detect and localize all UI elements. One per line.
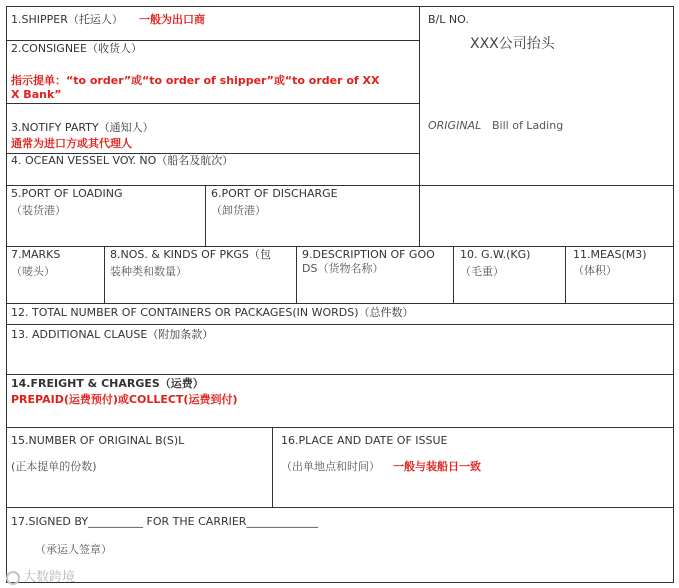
- meas-label: 11.MEAS(M3): [573, 248, 647, 261]
- watermark: [6, 566, 75, 585]
- port-loading-label: 5.PORT OF LOADING: [11, 187, 123, 200]
- original-bs-label: 15.NUMBER OF ORIGINAL B(S)L: [11, 434, 185, 447]
- total-label: 12. TOTAL NUMBER OF CONTAINERS OR PACKAGES(IN WORDS)（总件数）: [11, 306, 414, 319]
- meas-cn: （体积）: [573, 264, 617, 277]
- issue-label: 16.PLACE AND DATE OF ISSUE: [281, 434, 448, 447]
- consignee-note-line1: 指示提单：“to order”或“to order of shipper”或“to order of XX: [11, 74, 380, 87]
- issue-note: 一般与装船日一致: [393, 460, 481, 473]
- gw-label: 10. G.W.(KG): [460, 248, 531, 261]
- freight-label: 14.FREIGHT & CHARGES（运费）: [11, 377, 204, 390]
- port-discharge-cn: （卸货港）: [211, 204, 266, 217]
- bl-cell: [419, 6, 674, 186]
- description-line2: DS（货物名称）: [302, 262, 384, 275]
- marks-cn: （唛头）: [11, 265, 55, 278]
- notify-label: 3.NOTIFY PARTY（通知人）: [11, 121, 154, 134]
- signed-cn: （承运人签章）: [35, 543, 112, 556]
- vessel-label: 4. OCEAN VESSEL VOY. NO（船名及航次）: [11, 154, 234, 167]
- gw-cn: （毛重）: [460, 265, 504, 278]
- watermark-text: 大数跨境: [23, 570, 76, 585]
- marks-label: 7.MARKS: [11, 248, 61, 261]
- clause-label: 13. ADDITIONAL CLAUSE（附加条款）: [11, 328, 214, 341]
- description-line1: 9.DESCRIPTION OF GOO: [302, 248, 435, 261]
- port-right-blank-cell: [419, 185, 674, 247]
- nos-kinds-line1: 8.NOS. & KINDS OF PKGS（包: [110, 248, 271, 261]
- freight-note: PREPAID(运费预付)或COLLECT(运费到付): [11, 393, 238, 406]
- consignee-note-line2: X Bank”: [11, 88, 62, 101]
- consignee-label: 2.CONSIGNEE（收货人）: [11, 42, 142, 55]
- port-discharge-label: 6.PORT OF DISCHARGE: [211, 187, 338, 200]
- watermark-logo-icon: [6, 571, 20, 585]
- shipper-note: 一般为出口商: [139, 13, 205, 26]
- port-loading-cn: （装货港）: [11, 204, 66, 217]
- notify-note: 通常为进口方或其代理人: [11, 137, 132, 150]
- bl-no-label: B/L NO.: [428, 13, 469, 26]
- shipper-label: 1.SHIPPER（托运人）: [11, 13, 123, 26]
- bl-original-label: ORIGINAL: [428, 119, 482, 132]
- bl-bill-of-lading-label: Bill of Lading: [492, 119, 564, 132]
- nos-kinds-line2: 装种类和数量）: [110, 265, 187, 278]
- issue-cn: （出单地点和时间）: [281, 460, 380, 473]
- bl-company-header: XXX公司抬头: [470, 36, 555, 52]
- signed-label: 17.SIGNED BY__________ FOR THE CARRIER_____________: [11, 515, 318, 528]
- original-bs-cn: (正本提单的份数): [11, 460, 97, 473]
